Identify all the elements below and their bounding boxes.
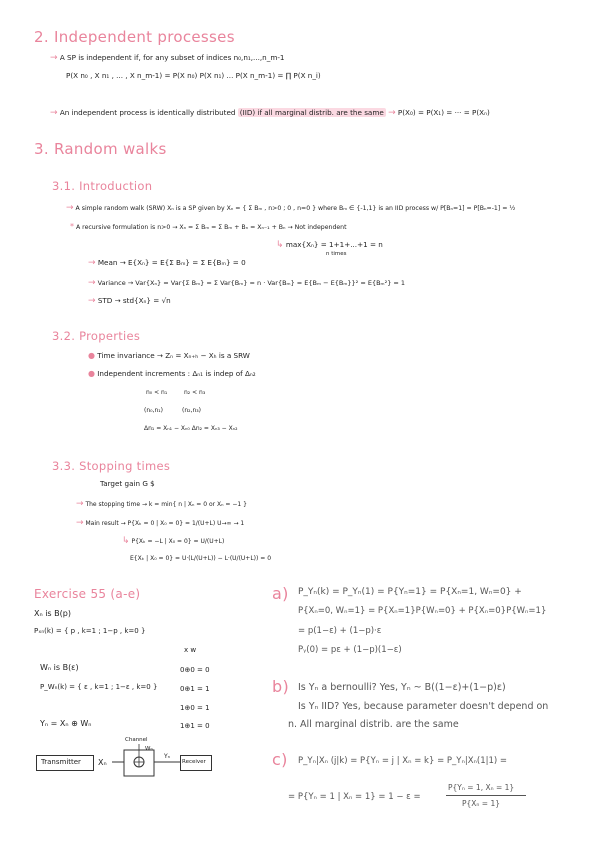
arrow-icon: → [50,108,58,118]
exercise-yn: Yₙ = Xₙ ⊕ Wₙ [40,719,92,728]
s31-variance-text: Variance → Var{Xₙ} = Var{Σ Bₘ} = Σ Var{Bₘ} = n · Var{Bₘ} = E{Bₘ − E{Bₘ}}² = E{Bₘ²} = 1 [97,279,406,287]
exercise-pw: P_Wₙ(k) = { ε , k=1 ; 1−ε , k=0 } [40,683,158,691]
s31-line3-text: max{Xₙ} = 1+1+...+1 = n [285,240,383,249]
sec2-line1 [50,53,285,63]
receiver-label: Receiver [182,759,206,765]
arrow-icon: → [76,518,84,528]
s33-line1: Target gain G $ [100,479,155,488]
arrow-icon: → [88,296,96,306]
sec2-line2: P(X n₀ , X n₁ , ... , X n_m-1) = P(X n₀) P(X n₁) ... P(X n_m-1) = ∏ P(X n_i) [66,71,321,80]
answer-c-line1: P_Yₙ|Xₙ (j|k) = P{Yₙ = j | Xₙ = k} = P_Yₙ|Xₙ(1|1) = [298,756,508,766]
s32-r2b: (n₂,n₃) [182,407,202,414]
s31-std-text: STD → std{Xₙ} = √n [97,296,171,305]
fraction-bar [446,795,526,796]
s32-bullet2 [88,369,256,378]
channel-label: Channel [125,737,148,743]
s31-line1-text: A simple random walk (SRW) Xₙ is a SP given by Xₙ = { Σ Bₘ , n>0 ; 0 , n=0 } where Bₘ ∈ {-1,1} is an IID process w/ P[Bₙ=1] = P[Bₙ=-1] = ½ [75,205,516,212]
sec2-line1-text: A SP is independent if, for any subset of indices n₀,n₁,...,n_m-1 [59,53,285,62]
arrow-icon: ↳ [276,240,284,250]
s32-bullet1-text: Time invariance → Zₙ = Xₙ₊ₕ − Xₕ is a SRW [97,351,250,360]
answer-b-line2: Is Yₙ IID? Yes, because parameter doesn't depend on [298,701,549,712]
arrow-icon: → [88,258,96,268]
xw-row: 0⊕0 = 0 [180,666,210,674]
s33-line5: E{Xₖ | X₀ = 0} = U·(L/(U+L)) − L·(U/(U+L)) = 0 [130,555,272,562]
section-2-title: 2. Independent processes [34,28,235,46]
xw-row: 0⊕1 = 1 [180,685,210,693]
answer-b-line3: n. All marginal distrib. are the same [288,719,459,730]
s33-line4-text: P{Xₖ = −L | X₀ = 0} = U/(U+L) [131,538,225,545]
transmitter-label: Transmitter [41,758,81,766]
arrow-icon: → [88,278,96,288]
arrow-icon: ↳ [122,536,130,546]
s32-r1a: n₀ < n₁ [146,389,168,396]
wn-label: Wₙ [145,746,153,752]
answer-b-label: b) [272,677,289,696]
xn-label: Xₙ [98,758,107,767]
exercise-x-is: Xₙ is B(p) [34,609,71,618]
answer-a-line4: Pᵧ(0) = pε + (1−p)(1−ε) [298,645,402,655]
s31-line1 [66,203,515,213]
answer-a-line2: P{Xₙ=0, Wₙ=1} = P{Xₙ=1}P{Wₙ=0} + P{Xₙ=0}P{Wₙ=1} [298,606,547,616]
sec2-line3 [50,108,490,118]
s33-line4 [122,536,224,546]
answer-c-numerator: P{Yₙ = 1, Xₙ = 1} [448,783,515,792]
s31-mean-text: Mean → E{Xₙ} = E{Σ Bₘ} = Σ E{Bₘ} = 0 [97,258,246,267]
exercise-w-is: Wₙ is B(ε) [40,663,79,672]
arrow-icon: → [66,203,74,213]
section-3-title: 3. Random walks [34,140,167,158]
s31-variance [88,278,405,288]
s32-bullet1 [88,351,250,360]
arrow-icon: → [50,53,58,63]
answer-a-label: a) [272,584,289,603]
exercise-title: Exercise 55 (a-e) [34,587,141,601]
section-3-3-title: 3.3. Stopping times [52,459,171,473]
answer-c-denominator: P{Xₙ = 1} [462,799,501,808]
s32-r1b: n₂ < n₃ [184,389,206,396]
sec2-line3-c: P(X₀) = P(X₁) = ··· = P(Xₙ) [397,108,490,117]
xw-row: 1⊕1 = 0 [180,722,210,730]
section-3-1-title: 3.1. Introduction [52,179,153,193]
bullet-icon: ● [88,351,95,360]
xw-row: 1⊕0 = 1 [180,704,210,712]
answer-c-line2: = P{Yₙ = 1 | Xₙ = 1} = 1 − ε = [288,792,421,802]
bullet-icon: * [70,222,74,231]
s32-r3: Δn₁ = Xₙ₁ − Xₙ₀ Δn₂ = Xₙ₃ − Xₙ₂ [144,425,238,432]
bullet-icon: ● [88,369,95,378]
s31-line2-text: A recursive formulation is n>0 → Xₙ = Σ Bₘ = Σ Bₘ + Bₙ = Xₙ₋₁ + Bₙ → Not independent [75,224,347,231]
s31-mean [88,258,246,268]
s31-std [88,296,171,306]
s31-line3b: n times [326,251,347,257]
channel-diagram [90,740,190,780]
yn-label: Yₙ [164,753,171,760]
s33-line2 [76,499,247,509]
transmitter-box [36,755,94,771]
section-3-2-title: 3.2. Properties [52,329,141,343]
answer-a-line1: P_Yₙ(k) = P_Yₙ(1) = P{Yₙ=1} = P{Xₙ=1, Wₙ=0} + [298,587,522,597]
s32-bullet2-text: Independent increments : Δₙ₁ is indep of Δₙ₂ [97,369,256,378]
sec2-line3-b: (IID) if all marginal distrib. are the same [239,108,384,117]
s33-line2-text: The stopping time → k = min{ n | Xₙ = 0 or Xₙ = −1 } [85,501,247,508]
arrow-icon: → [388,108,396,118]
exercise-px: Pₓₙ(k) = { p , k=1 ; 1−p , k=0 } [34,627,146,635]
sec2-line3-a: An independent process is identically distributed [59,108,236,117]
s31-line2 [70,222,347,231]
s33-line3 [76,518,244,528]
s32-r2a: (n₀,n₁) [144,407,164,414]
arrow-icon: → [76,499,84,509]
answer-a-line3: = p(1−ε) + (1−p)·ε [298,626,382,636]
answer-c-label: c) [272,750,288,769]
s31-line3 [276,240,383,250]
xw-header: x w [184,646,197,654]
s33-line3-text: Main result → P{Xₖ = 0 | X₀ = 0} = 1/(U+L) U→∞ → 1 [85,520,245,527]
answer-b-line1: Is Yₙ a bernoulli? Yes, Yₙ ~ B((1−ε)+(1−p)ε) [298,682,506,693]
